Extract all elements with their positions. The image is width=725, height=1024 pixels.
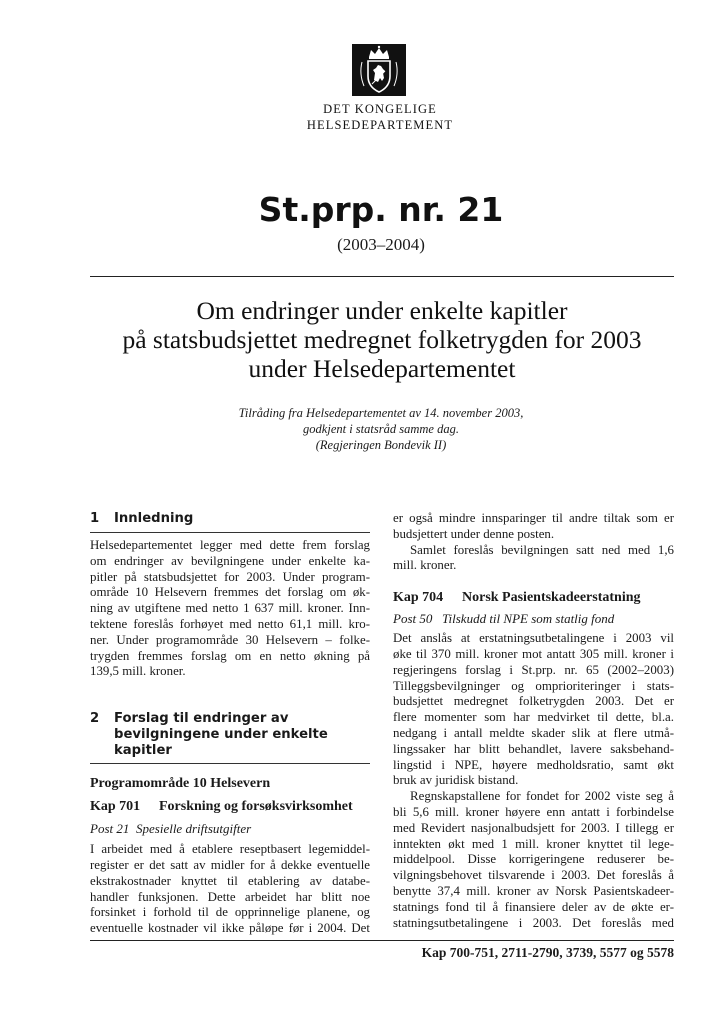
post-number: Post 21 [90, 821, 130, 837]
title-divider [90, 276, 674, 277]
text-line: lingssaker har blitt behandlet, lavere saksbehand- [393, 741, 674, 756]
text-line: om endringer av bevilgningene under enkelte ka- [90, 553, 370, 568]
text-line: trygden fremmes forslag om en netto økning på [90, 648, 370, 663]
text-line: Samlet foreslås bevilgningen satt ned med 1,6 [410, 542, 674, 557]
post-heading [393, 610, 674, 628]
post-title: Spesielle driftsutgifter [136, 821, 252, 837]
left-column [90, 511, 370, 937]
text-line: mill. kroner. [393, 558, 457, 573]
text-line: øke til 370 mill. kroner mot antatt 305 mill. kroner i [393, 646, 674, 661]
text-line: pitler på statsbudsjettet for 2003. Under program- [90, 569, 370, 584]
approval-line: godkjent i statsråd samme dag. [303, 422, 459, 436]
text-line: register er det satt av midler for å dekke eventuelle [90, 857, 370, 872]
text-line: forsinket i forhold til de opprinnelige planene, og [90, 905, 370, 920]
approval-line: Tilråding fra Helsedepartementet av 14. november 2003, [238, 406, 524, 420]
paragraph [90, 538, 370, 680]
text-line: statnings fond til å finansiere deler av de økte er- [393, 899, 674, 914]
post-number: Post 50 [393, 611, 433, 627]
document-subject [90, 296, 674, 383]
text-line: vilgningsbehovet tilsvarende i 2003. Det foreslås å [393, 868, 674, 883]
section-title-line: Forslag til endringer av [114, 711, 289, 727]
ministry-line: HELSEDEPARTEMENT [306, 118, 454, 132]
text-line: statningsutbetalingene i 2003. Det foreslås med [393, 915, 674, 930]
section-title: Innledning [114, 511, 194, 526]
chapter-title: Norsk Pasientskadeerstatning [462, 590, 641, 606]
text-line: ning av utgiftene med netto 1 637 mill. kroner. Inn- [90, 601, 370, 616]
text-line: Det anslås at erstatningsutbetalingene i 2003 vil [393, 631, 674, 646]
text-line: regjeringens forslag i St.prp. nr. 65 (2002–2003) [393, 662, 674, 677]
chapter-heading [393, 589, 674, 607]
paragraph [393, 631, 674, 789]
right-column [393, 511, 674, 931]
text-line: lingstid i NPE, høyere medholdsratio, samt økt [393, 757, 674, 772]
text-line: benytte 37,4 mill. kroner av Norsk Pasientskadeer- [393, 883, 674, 898]
subject-line: under Helsedepartementet [248, 354, 516, 383]
subject-line: Om endringer under enkelte kapitler [196, 296, 568, 325]
section-rule [90, 532, 370, 533]
text-line: middelpool. Disse korrigeringene reduserer be- [393, 852, 674, 867]
text-line: ekstrakostnader knyttet til etablering av databe- [90, 873, 370, 888]
text-line: bruk av juridisk bistand. [393, 773, 519, 788]
section-rule [90, 763, 370, 764]
text-line: handler funksjonen. Dette arbeidet har blitt noe [90, 889, 370, 904]
section-title-line: bevilgningene under enkelte [114, 727, 328, 743]
paragraph [393, 789, 674, 931]
text-line: tektene foreslås forhøyet med netto 61,1 mill. kro- [90, 616, 370, 631]
section-heading [90, 511, 370, 527]
chapter-title: Forskning og forsøksvirksomhet [159, 799, 353, 815]
section-number: 2 [90, 711, 100, 727]
text-line: ner. Under programområde 30 Helsevern – folke- [90, 632, 370, 647]
document-year: (2003–2004) [337, 235, 425, 254]
text-line: Helsedepartementet legger med dette frem forslag [90, 538, 370, 552]
section-heading [90, 711, 370, 759]
text-line: er også mindre innsparinger til andre tiltak som er [393, 511, 674, 525]
post-heading [90, 820, 370, 838]
text-line: nedgang i antall meldte skader slik at flere utmå- [393, 725, 674, 740]
chapter-number: Kap 701 [90, 799, 141, 815]
approval-note [180, 405, 582, 453]
text-line: inntekten økt med 1 mill. kroner knyttet til lege- [393, 836, 674, 851]
document-title: St.prp. nr. 21 [258, 190, 504, 229]
text-line: budsjettert under denne posten. [393, 526, 555, 541]
footer-divider [90, 940, 674, 941]
text-line: Regnskapstallene for fondet for 2002 viste seg å [410, 789, 674, 804]
text-line: eventuelle kostnader vil ikke påløpe før i 2004. Det [90, 921, 370, 936]
ministry-name [280, 101, 480, 133]
text-line: med Revidert nasjonalbudsjett for 2003. I tillegg er [393, 820, 674, 835]
section-number: 1 [90, 511, 100, 526]
text-line: bli 5,6 mill. kroner høyere enn antatt i forbindelse [393, 804, 674, 819]
text-line: flere momenter som har medvirket til dette, bl.a. [393, 710, 674, 725]
text-line: budsjettet medregnet folketrygden 2003. Det er [393, 694, 674, 709]
approval-line: (Regjeringen Bondevik II) [315, 438, 447, 452]
chapter-heading [90, 798, 370, 816]
program-heading: Programområde 10 Helsevern [90, 776, 271, 792]
text-line: område 10 Helsevern fremmes det forslag om øk- [90, 585, 370, 600]
subject-line: på statsbudsjettet medregnet folketrygden for 2003 [122, 325, 642, 354]
ministry-line: DET KONGELIGE [323, 102, 437, 116]
footer-chapter-list: Kap 700-751, 2711-2790, 3739, 5577 og 5578 [421, 945, 674, 960]
text-line: Tilleggsbevilgninger og omprioriteringer i stats- [393, 678, 674, 693]
chapter-number: Kap 704 [393, 590, 444, 606]
post-title: Tilskudd til NPE som statlig fond [442, 611, 615, 627]
text-line: I arbeidet med å etablere reseptbasert legemiddel- [90, 842, 370, 857]
paragraph [90, 842, 370, 937]
text-line: 139,5 mill. kroner. [90, 664, 186, 679]
coat-of-arms-icon [352, 44, 406, 96]
paragraph [393, 511, 674, 574]
section-title-line: kapitler [114, 743, 172, 759]
